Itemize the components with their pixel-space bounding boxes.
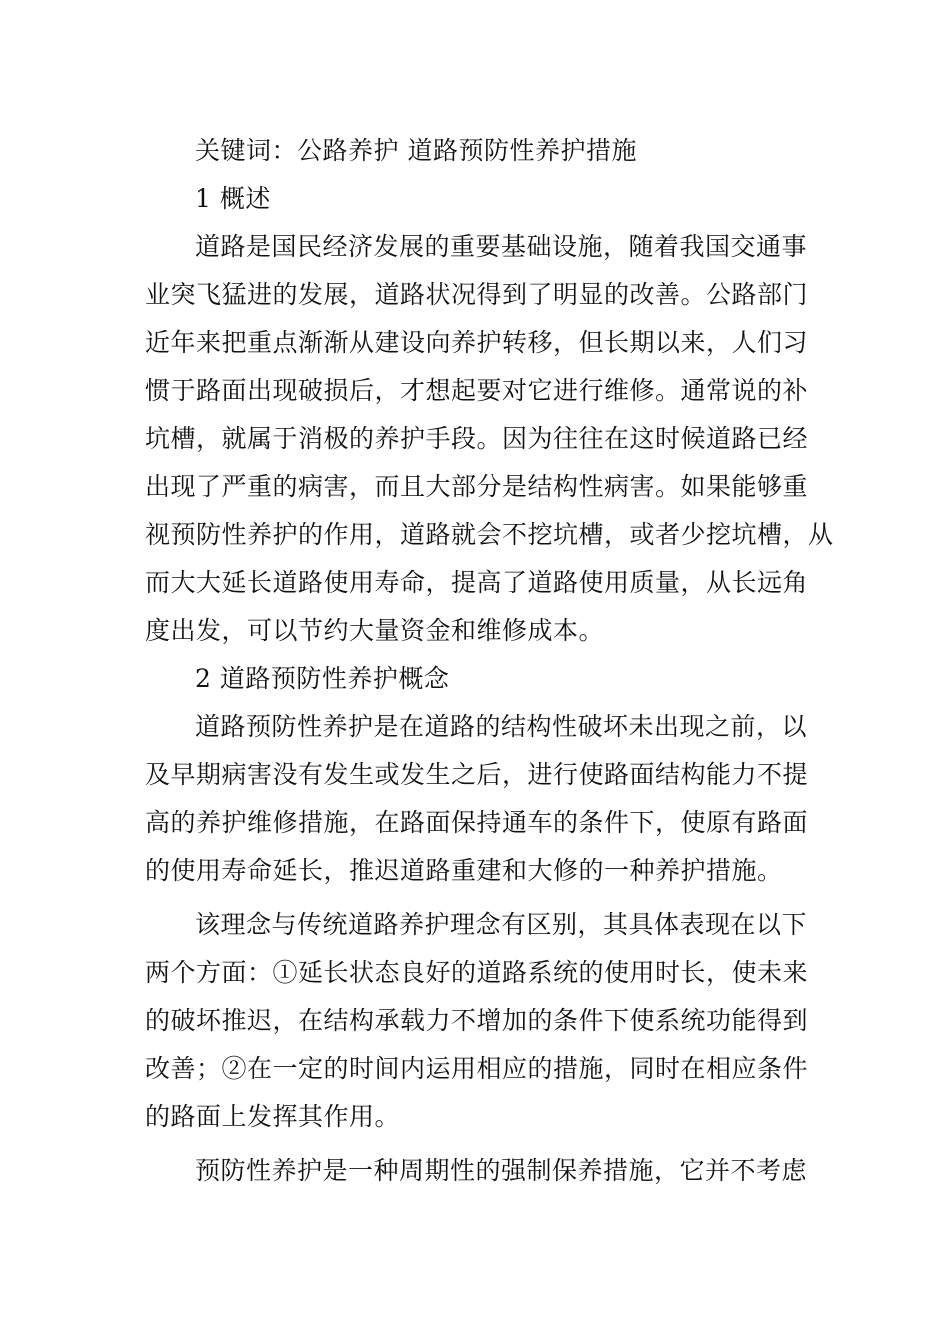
paragraph-line: 道路是国民经济发展的重要基础设施，随着我国交通事 [195, 232, 808, 261]
paragraph-line: 出现了严重的病害，而且大部分是结构性病害。如果能够重 [145, 472, 809, 501]
paragraph-periodic [145, 1147, 810, 1195]
paragraph-line: 业突飞猛进的发展，道路状况得到了明显的改善。公路部门 [145, 280, 809, 309]
paragraph-line: 度出发，可以节约大量资金和维修成本。 [145, 616, 605, 645]
paragraph-line: 及早期病害没有发生或发生之后，进行使路面结构能力不提 [145, 760, 809, 789]
paragraph-line: 的路面上发挥其作用。 [145, 1102, 401, 1131]
paragraph-line: 的破坏推迟，在结构承载力不增加的条件下使系统功能得到 [145, 1006, 809, 1035]
paragraph-line: 道路预防性养护是在道路的结构性破坏未出现之前，以 [195, 712, 808, 741]
section-heading-concept: 2 道路预防性养护概念 [195, 664, 450, 693]
paragraph-line: 高的养护维修措施，在路面保持通车的条件下，使原有路面 [145, 808, 809, 837]
paragraph-line: 而大大延长道路使用寿命，提高了道路使用质量，从长远角 [145, 568, 809, 597]
keywords-line: 关键词：公路养护 道路预防性养护措施 [195, 136, 637, 165]
paragraph-line: 改善；②在一定的时间内运用相应的措施，同时在相应条件 [145, 1054, 809, 1083]
paragraph-line: 两个方面：①延长状态良好的道路系统的使用时长，使未来 [145, 958, 809, 987]
paragraph-line: 坑槽，就属于消极的养护手段。因为往往在这时候道路已经 [145, 424, 809, 453]
section-heading-overview: 1 概述 [195, 184, 271, 213]
document-body [145, 127, 834, 1195]
paragraph-line: 预防性养护是一种周期性的强制保养措施，它并不考虑 [195, 1156, 808, 1185]
paragraph-overview [145, 223, 834, 655]
paragraph-difference [145, 901, 810, 1141]
paragraph-line: 近年来把重点渐渐从建设向养护转移，但长期以来，人们习 [145, 328, 809, 357]
paragraph-line: 惯于路面出现破损后，才想起要对它进行维修。通常说的补 [145, 376, 809, 405]
paragraph-line: 的使用寿命延长，推迟道路重建和大修的一种养护措施。 [145, 856, 783, 885]
paragraph-concept [145, 703, 810, 895]
paragraph-line: 视预防性养护的作用，道路就会不挖坑槽，或者少挖坑槽，从 [145, 520, 834, 549]
paragraph-line: 该理念与传统道路养护理念有区别，其具体表现在以下 [195, 910, 808, 939]
